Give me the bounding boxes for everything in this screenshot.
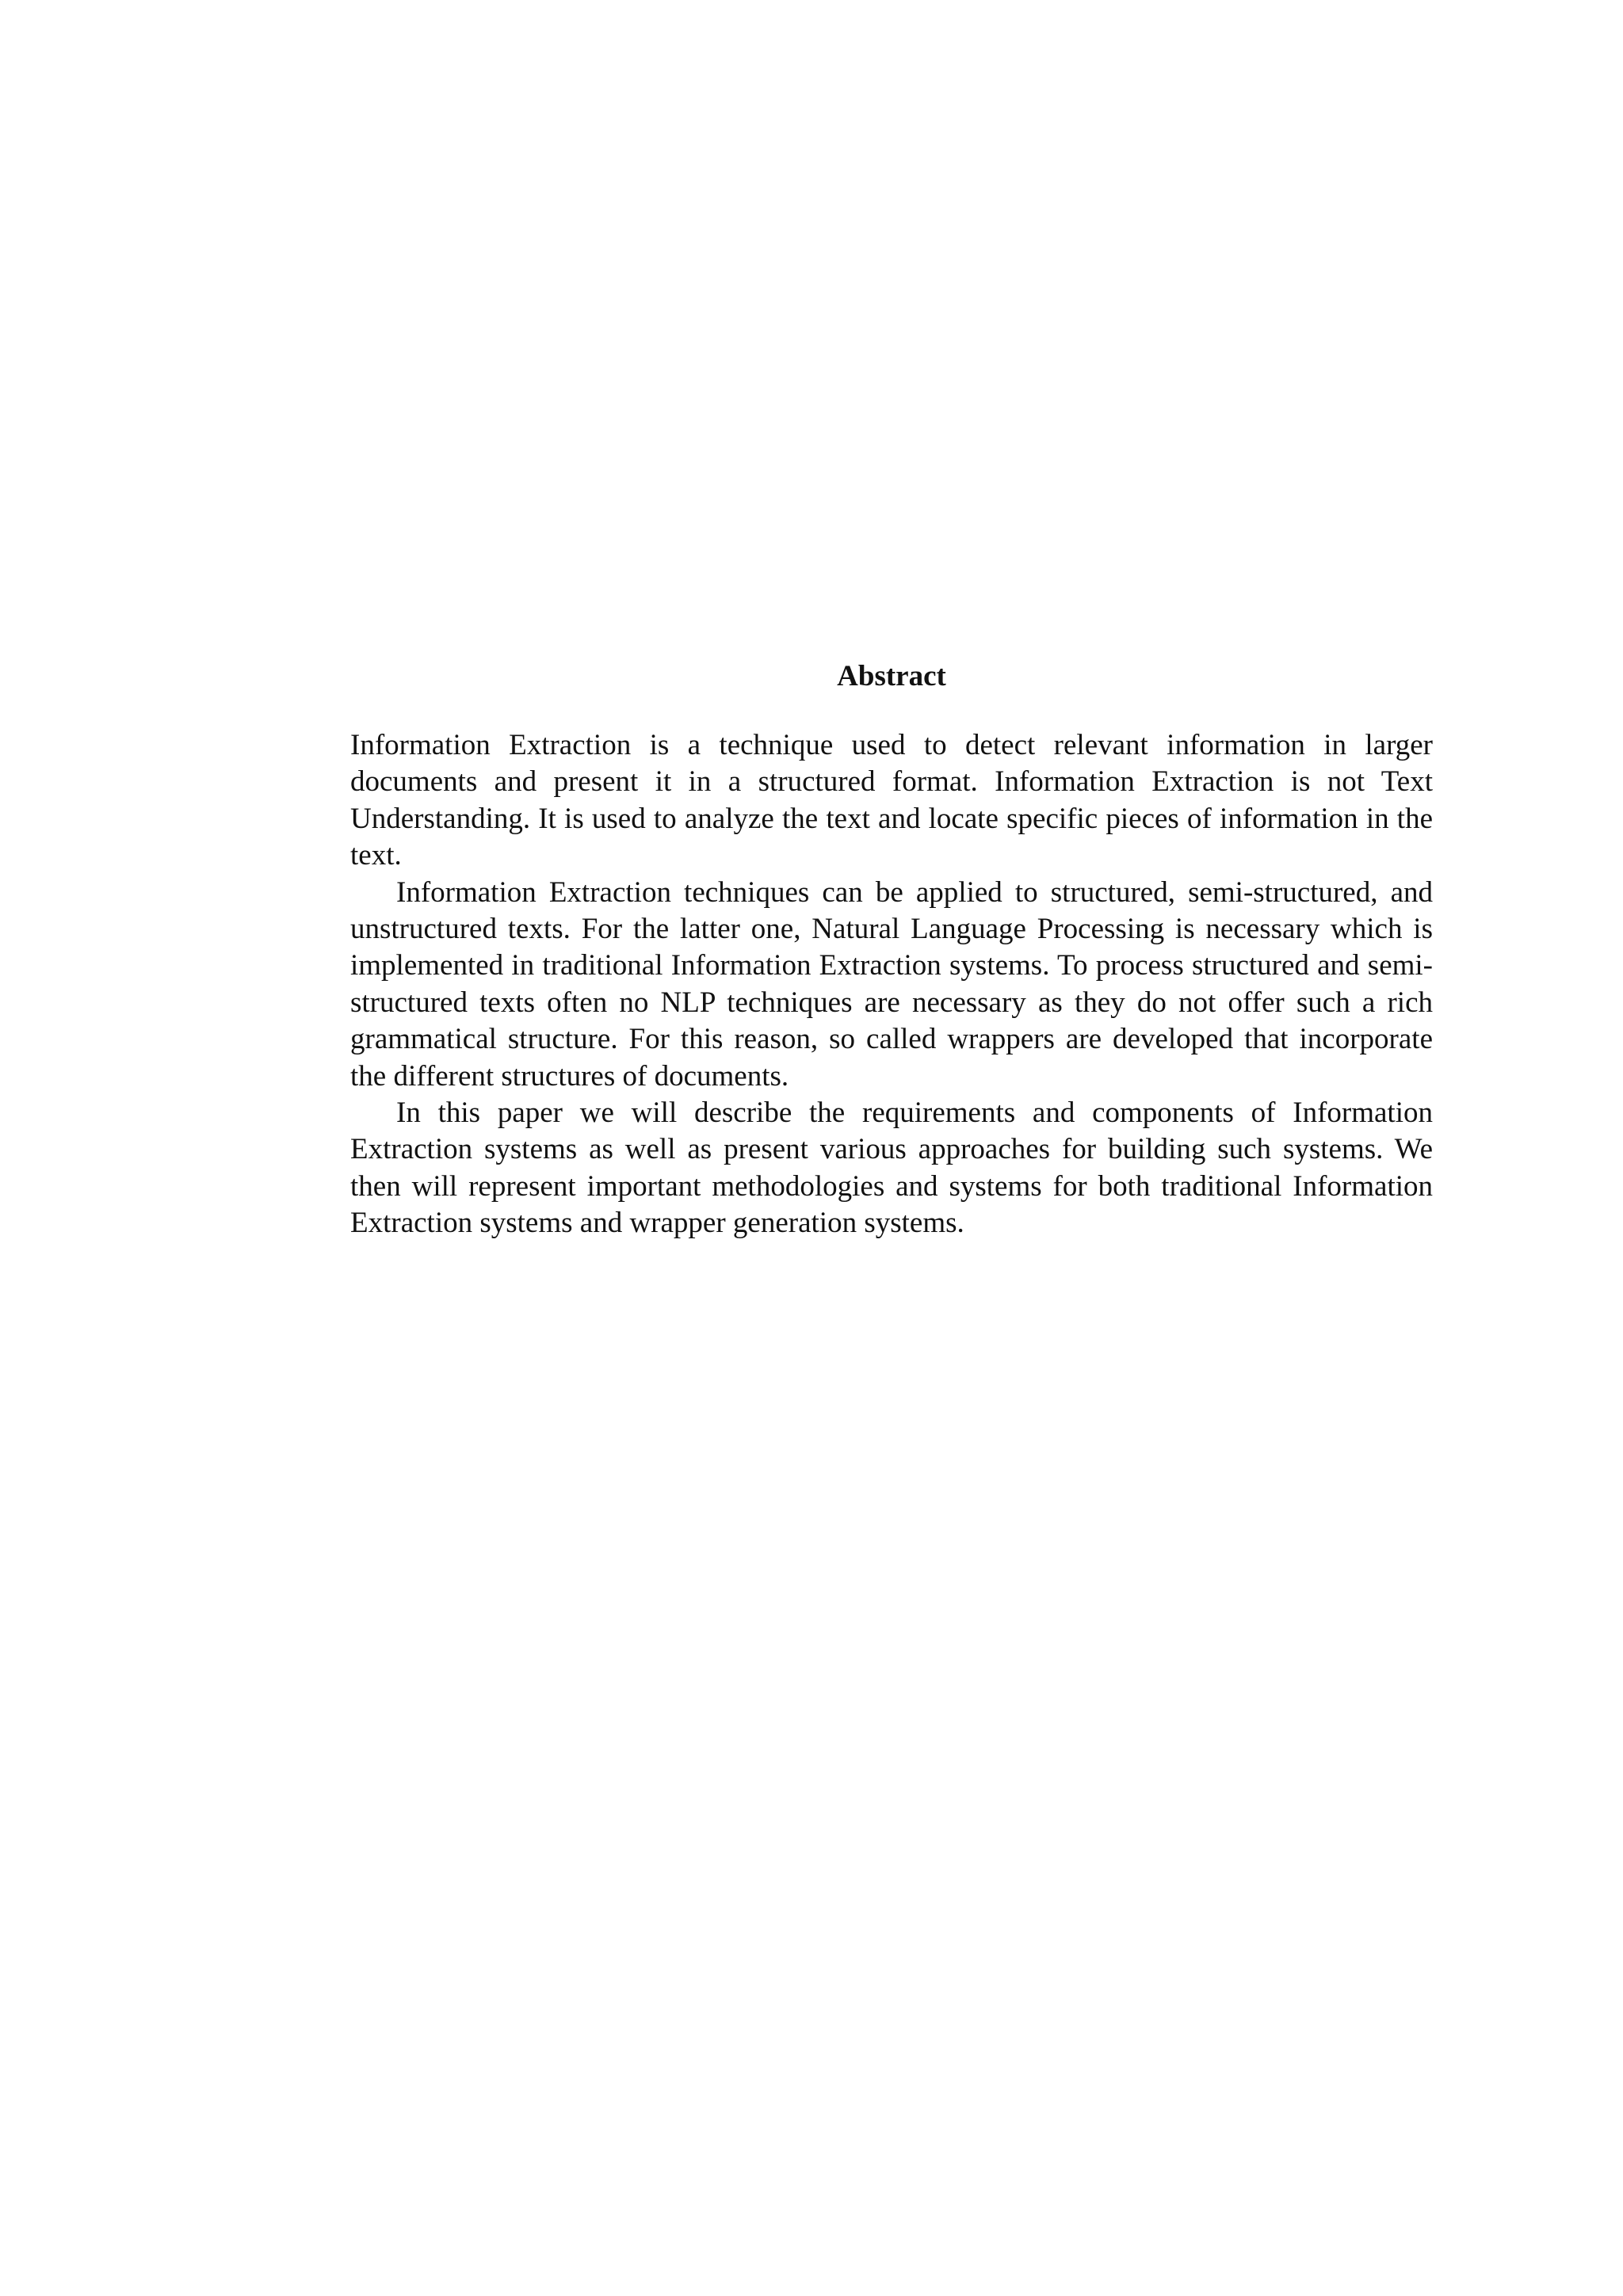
abstract-section [350,656,1433,1242]
abstract-paragraph-3: In this paper we will describe the requirements and components of Information Extraction systems as well as present various approaches for building such systems. We then will represent important methodologies and systems for both traditional Information Extraction systems and wrapper generation systems. [350,1097,1433,1240]
abstract-paragraph-1: Information Extraction is a technique used to detect relevant information in larger documents and present it in a structured format. Information Extraction is not Text Understanding. It is used to analyze the text and locate specific pieces of information in the text. [350,729,1433,872]
abstract-paragraph-2: Information Extraction techniques can be applied to structured, semi-structured, and unstructured texts. For the latter one, Natural Language Processing is necessary which is implemented in traditional Information Extraction systems. To process structured and semi-structured texts often no NLP techniques are necessary as they do not offer such a rich grammatical structure. For this reason, so called wrappers are developed that incorporate the different structures of documents. [350,875,1433,1093]
abstract-heading: Abstract [837,660,946,692]
